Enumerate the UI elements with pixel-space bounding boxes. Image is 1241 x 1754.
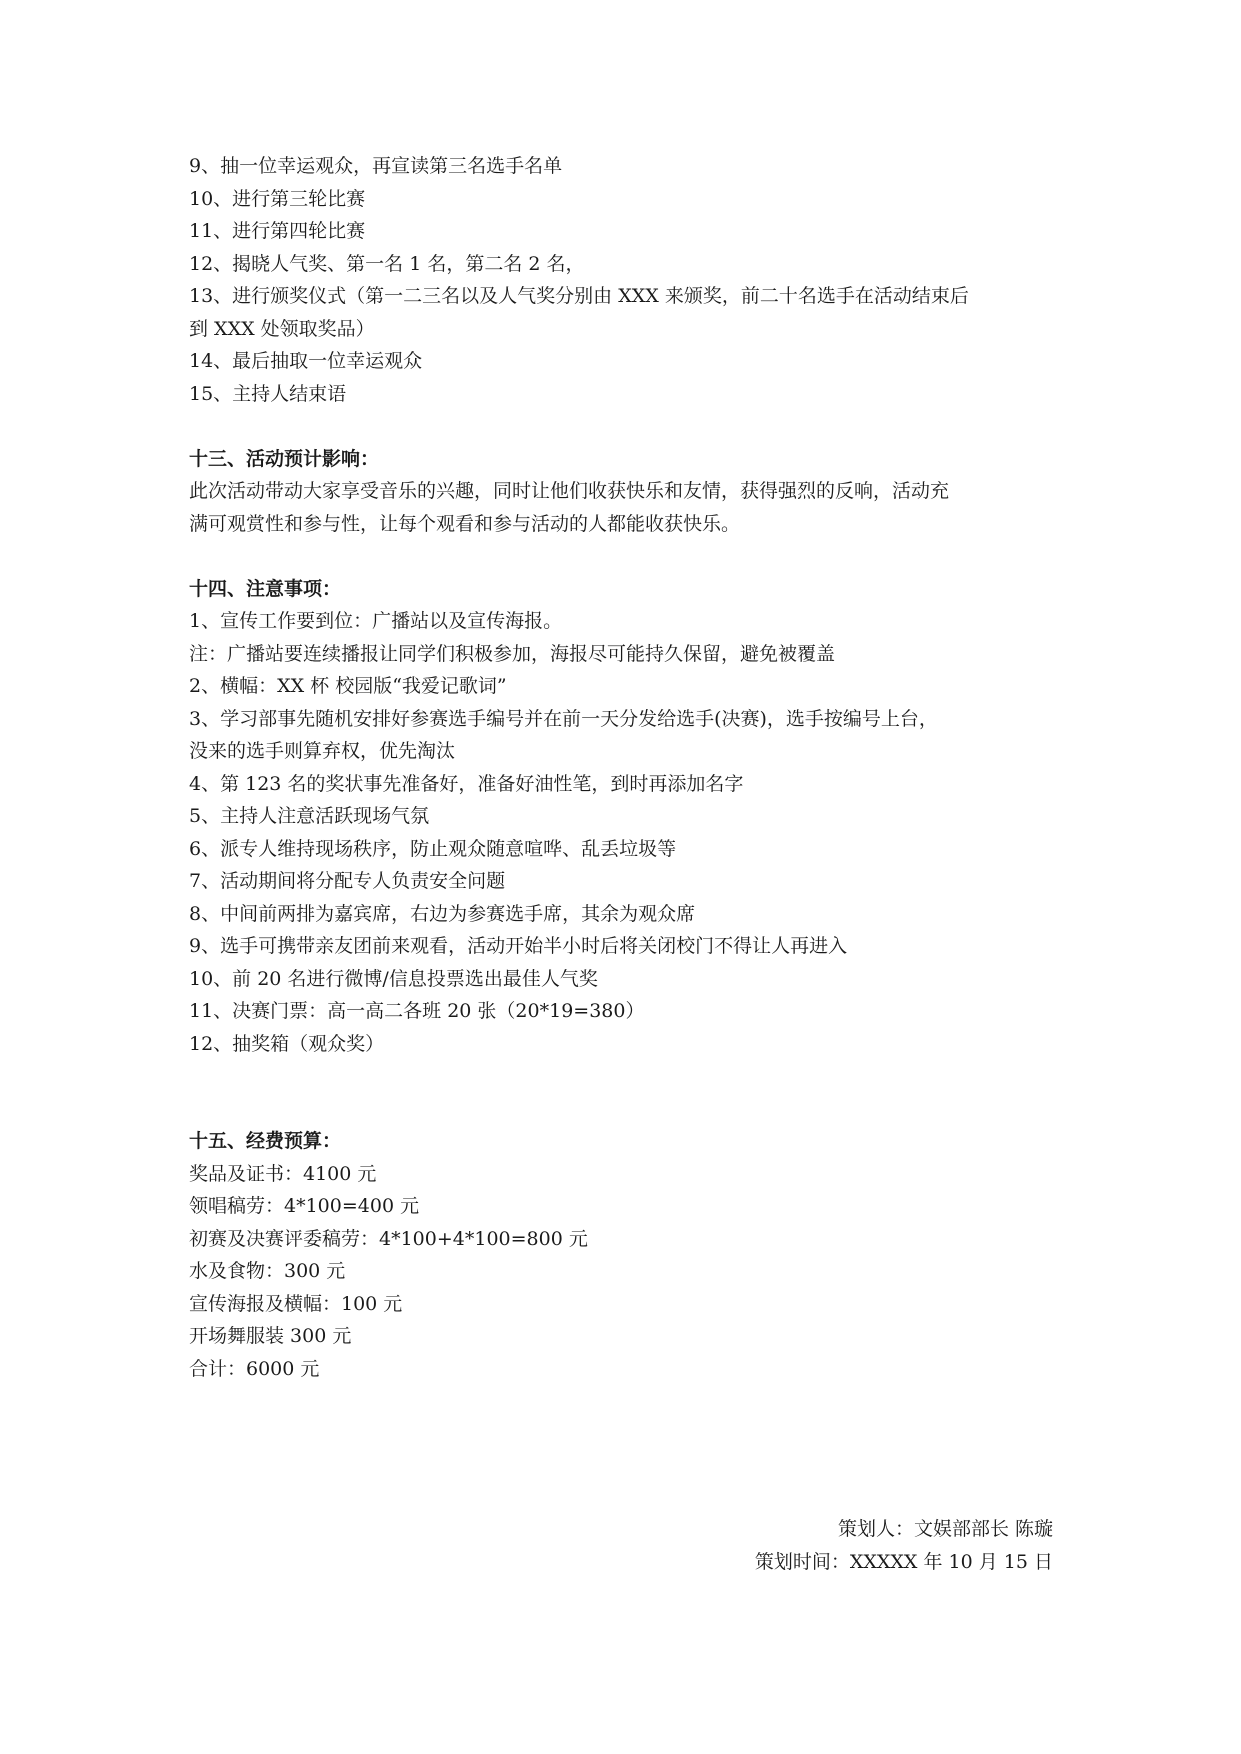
note-item: 8、中间前两排为嘉宾席，右边为参赛选手席，其余为观众席 — [189, 902, 696, 925]
note-item: 11、决赛门票：高一高二各班 20 张（20*19=380） — [189, 1000, 645, 1022]
note-item-cont: 没来的选手则算弃权，优先淘汰 — [189, 740, 456, 762]
budget-item: 宣传海报及横幅：100 元 — [189, 1292, 403, 1315]
note-item: 4、第 123 名的奖状事先准备好，准备好油性笔，到时再添加名字 — [189, 772, 744, 795]
note-item: 10、前 20 名进行微博/信息投票选出最佳人气奖 — [189, 967, 598, 990]
note-item: 2、横幅：XX 杯 校园版“我爱记歌词” — [189, 675, 507, 697]
budget-item: 奖品及证书：4100 元 — [189, 1162, 377, 1185]
program-list — [189, 150, 1059, 410]
program-item-11: 11、进行第四轮比赛 — [189, 220, 366, 242]
section-budget — [189, 1125, 1059, 1385]
note-item: 7、活动期间将分配专人负责安全问题 — [189, 870, 506, 892]
program-item-10: 10、进行第三轮比赛 — [189, 187, 366, 210]
note-item: 3、学习部事先随机安排好参赛选手编号并在前一天分发给选手(决赛)，选手按编号上台， — [189, 707, 938, 730]
section-notes — [189, 573, 1059, 1061]
paragraph-line: 此次活动带动大家享受音乐的兴趣，同时让他们收获快乐和友情，获得强烈的反响，活动充 — [189, 480, 950, 502]
budget-item: 初赛及决赛评委稿劳：4*100+4*100=800 元 — [189, 1227, 588, 1250]
section-heading: 十四、注意事项： — [189, 577, 342, 600]
note-item: 6、派专人维持现场秩序，防止观众随意喧哗、乱丢垃圾等 — [189, 837, 677, 860]
program-item-9: 9、抽一位幸运观众，再宣读第三名选手名单 — [189, 155, 563, 177]
note-item: 9、选手可携带亲友团前来观看，活动开始半小时后将关闭校门不得让人再进入 — [189, 935, 848, 957]
program-item-14: 14、最后抽取一位幸运观众 — [189, 350, 423, 372]
program-item-12: 12、揭晓人气奖、第一名 1 名，第二名 2 名， — [189, 252, 585, 275]
paragraph-line: 满可观赏性和参与性，让每个观看和参与活动的人都能收获快乐。 — [189, 512, 741, 535]
note-item: 5、主持人注意活跃现场气氛 — [189, 805, 430, 827]
section-expected-impact — [189, 443, 1059, 541]
section-heading: 十五、经费预算： — [189, 1130, 342, 1152]
document-body — [189, 150, 1059, 1385]
program-item-13: 13、进行颁奖仪式（第一二三名以及人气奖分别由 XXX 来颁奖，前二十名选手在活动结束后 — [189, 285, 969, 307]
signature-date: 策划时间：XXXXX 年 10 月 15 日 — [754, 1551, 1053, 1573]
program-item-15: 15、主持人结束语 — [189, 382, 347, 405]
note-item: 1、宣传工作要到位：广播站以及宣传海报。 — [189, 610, 563, 632]
budget-total: 合计：6000 元 — [189, 1357, 320, 1380]
spacer — [189, 1060, 1059, 1125]
section-heading: 十三、活动预计影响： — [189, 447, 380, 470]
budget-item: 开场舞服装 300 元 — [189, 1325, 352, 1347]
spacer — [189, 410, 1059, 443]
spacer — [189, 540, 1059, 573]
note-item: 12、抽奖箱（观众奖） — [189, 1032, 385, 1055]
note-remark: 注：广播站要连续播报让同学们积极参加，海报尽可能持久保留，避免被覆盖 — [189, 642, 836, 665]
budget-item: 水及食物：300 元 — [189, 1260, 346, 1282]
budget-item: 领唱稿劳：4*100=400 元 — [189, 1195, 420, 1217]
signature-planner: 策划人：文娱部部长 陈璇 — [837, 1518, 1053, 1540]
program-item-13-cont: 到 XXX 处领取奖品） — [189, 317, 375, 340]
